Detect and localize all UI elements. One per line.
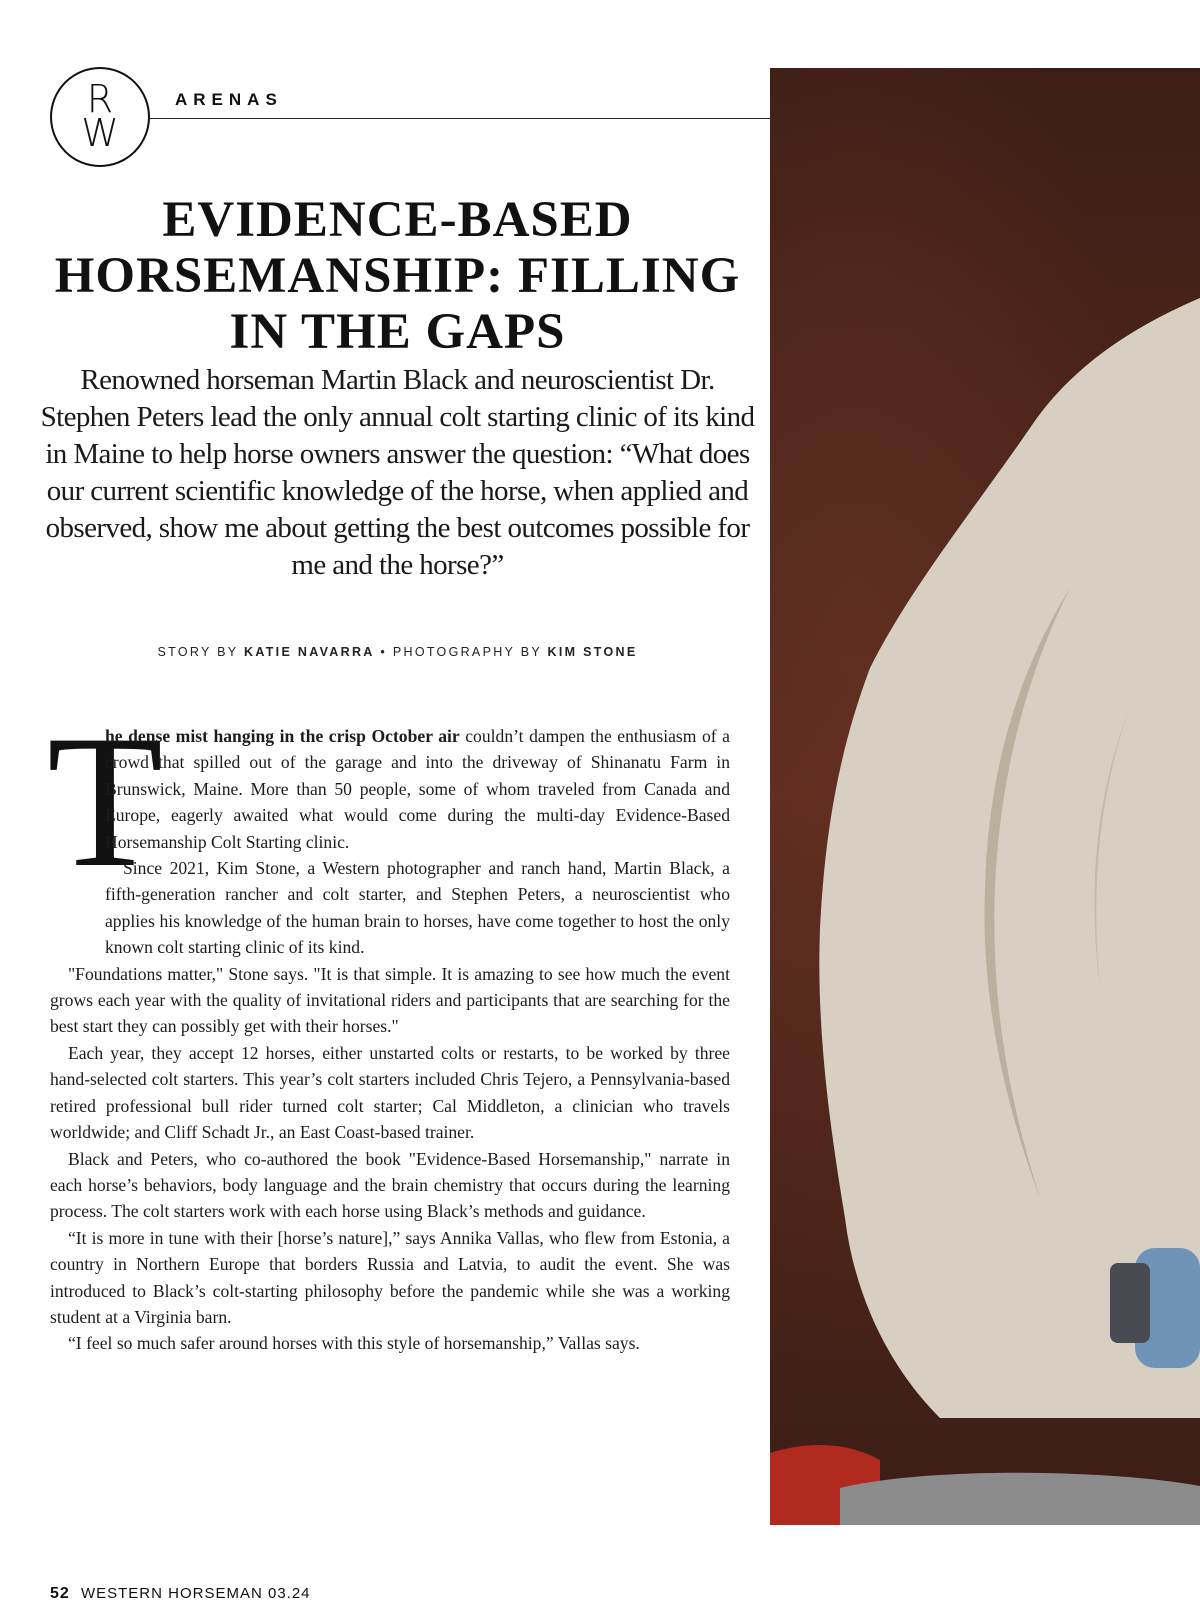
- drop-cap: T: [47, 697, 164, 907]
- author-name: KATIE NAVARRA: [244, 645, 375, 659]
- body-paragraph: "Foundations matter," Stone says. "It is that simple. It is amazing to see how much the event grows each year with the quality of invitational riders and participants that are searching for the best start they can possibly get with their horses.": [50, 963, 730, 1037]
- metal-tray: [840, 1473, 1200, 1525]
- byline: [40, 645, 755, 659]
- body-paragraph: Since 2021, Kim Stone, a Western photographer and ranch hand, Martin Black, a fifth-generation rancher and colt starter, and Stephen Peters, a neuroscientist who applies his knowledge of the human brain to horses, have come together to host the only known colt starting clinic of its kind.: [105, 858, 730, 958]
- article-title: EVIDENCE-BASED HORSEMANSHIP: FILLING IN THE GAPS: [54, 192, 741, 360]
- page-footer: [50, 1585, 311, 1603]
- logo-letter-r: R: [86, 77, 114, 121]
- photo-label: PHOTOGRAPHY BY: [392, 645, 542, 659]
- paragraph-text: couldn’t dampen the enthusiasm of a crowd that spilled out of the garage and into the driveway of Shinanatu Farm in Brunswick, Maine. More than 50 people, some of whom traveled from Canada and Europe, eagerly awaited what would come during the multi-day Evidence-Based Horsemanship Colt Starting clinic.: [105, 726, 730, 852]
- body-paragraph: Each year, they accept 12 horses, either unstarted colts or restarts, to be worked by three hand-selected colt starters. This year’s colt starters included Chris Tejero, a Pennsylvania-based retired professional bull rider turned colt starter; Cal Middleton, a clinician who travels worldwide; and Cliff Schadt Jr., an East Coast-based trainer.: [50, 1042, 730, 1143]
- article-body: [47, 697, 730, 1357]
- article-deck: Renowned horseman Martin Black and neuroscientist Dr. Stephen Peters lead the only annual colt starting clinic of its kind in Maine to help horse owners answer the question: “What does our current scientific knowledge of the horse, when applied and observed, show me about getting the best outcomes possible for me and the horse?”: [40, 364, 755, 581]
- photographer-name: KIM STONE: [547, 645, 638, 659]
- body-paragraph: Black and Peters, who co-authored the book "Evidence-Based Horsemanship," narrate in each horse’s behaviors, body language and the brain chemistry that occurs during the learning process. The colt starters work with each horse using Black’s methods and guidance.: [50, 1148, 730, 1222]
- photo-figure: [770, 68, 1200, 1525]
- issue-date: 03.24: [267, 1585, 311, 1602]
- byline-separator: •: [380, 645, 388, 659]
- magazine-name: WESTERN HORSEMAN: [80, 1585, 263, 1602]
- header-rule: [150, 118, 770, 119]
- bracelet: [1110, 1263, 1150, 1343]
- article-photo: [770, 68, 1200, 1525]
- body-paragraph: [47, 697, 730, 907]
- logo-letter-w: W: [81, 111, 119, 155]
- page-number: 52: [50, 1585, 70, 1602]
- story-label: STORY BY: [157, 645, 239, 659]
- shirt-sleeve: [819, 298, 1200, 1418]
- lead-in: he dense mist hanging in the crisp October air: [105, 726, 460, 746]
- section-label: ARENAS: [175, 90, 283, 109]
- magazine-logo: [50, 67, 150, 167]
- body-paragraph: “I feel so much safer around horses with this style of horsemanship,” Vallas says.: [68, 1333, 640, 1354]
- body-paragraph: “It is more in tune with their [horse’s nature],” says Annika Vallas, who flew from Estonia, a country in Northern Europe that borders Russia and Latvia, to audit the event. She was introduced to Black’s colt-starting philosophy before the pandemic while she was a working student at a Virginia barn.: [50, 1227, 730, 1327]
